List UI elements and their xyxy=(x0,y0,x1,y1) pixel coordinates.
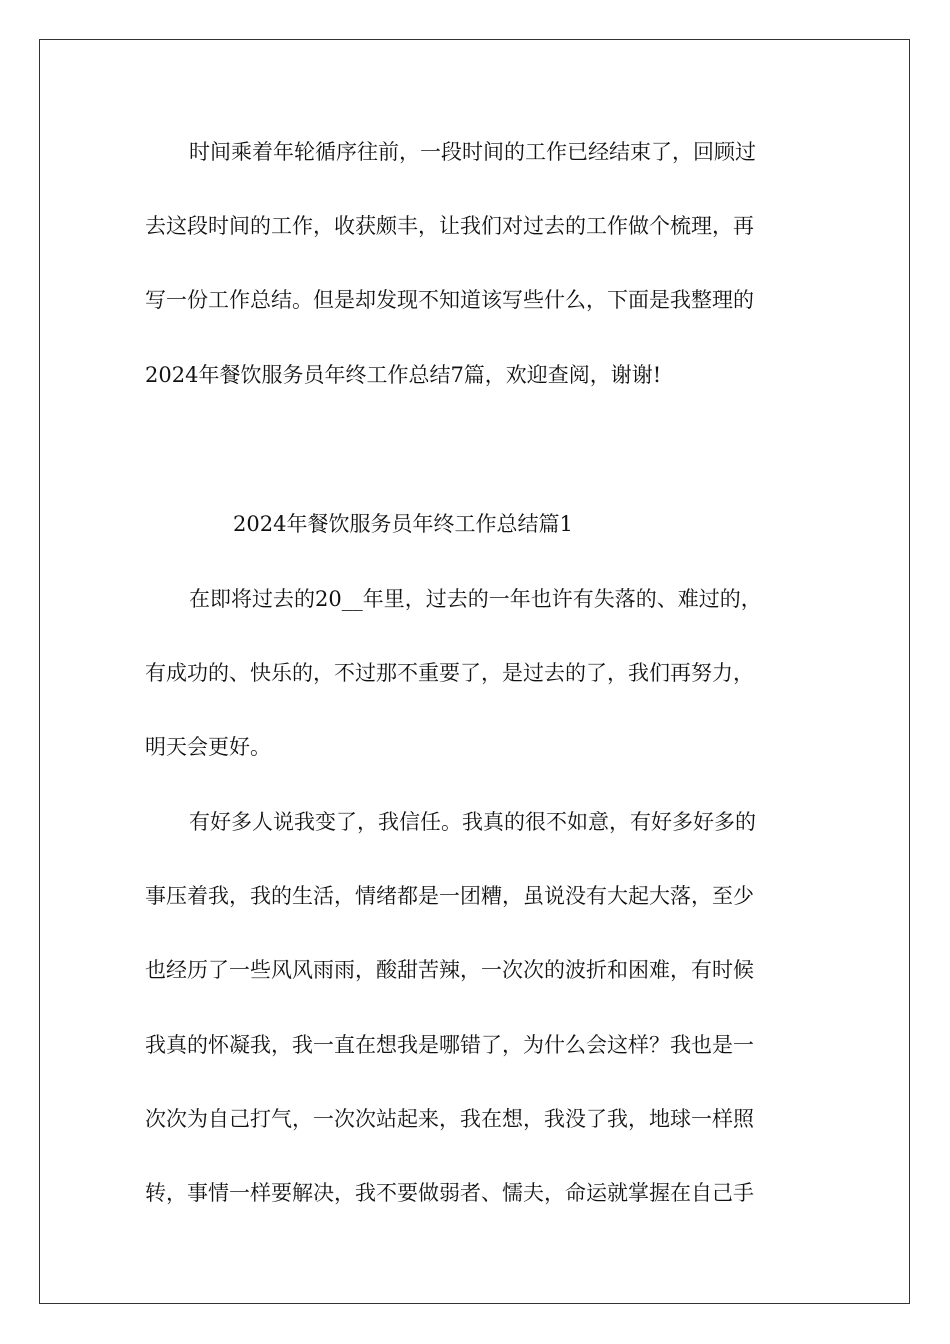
text-line: 2024年餐饮服务员年终工作总结7篇，欢迎查阅，谢谢! xyxy=(145,363,662,387)
text-line: 在即将过去的20__年里，过去的一年也许有失落的、难过的， xyxy=(189,587,762,611)
text-line: 有好多人说我变了，我信任。我真的很不如意，有好多好多的 xyxy=(189,810,756,834)
text-line: 时间乘着年轮循序往前，一段时间的工作已经结束了，回顾过 xyxy=(189,140,756,164)
text-line: 事压着我，我的生活，情绪都是一团糟，虽说没有大起大落，至少 xyxy=(145,884,754,908)
text-line: 我真的怀凝我，我一直在想我是哪错了，为什么会这样？我也是一 xyxy=(145,1033,754,1057)
text-line: 明天会更好。 xyxy=(145,735,271,759)
text-line: 次次为自己打气，一次次站起来，我在想，我没了我，地球一样照 xyxy=(145,1107,754,1131)
section-heading: 2024年餐饮服务员年终工作总结篇1 xyxy=(233,512,573,536)
text-line: 有成功的、快乐的，不过那不重要了，是过去的了，我们再努力， xyxy=(145,661,754,685)
text-line: 也经历了一些风风雨雨，酸甜苦辣，一次次的波折和困难，有时候 xyxy=(145,958,754,982)
text-line: 写一份工作总结。但是却发现不知道该写些什么，下面是我整理的 xyxy=(145,288,754,312)
text-line: 去这段时间的工作，收获颇丰，让我们对过去的工作做个梳理，再 xyxy=(145,214,754,238)
text-line: 转，事情一样要解决，我不要做弱者、懦夫，命运就掌握在自己手 xyxy=(145,1181,754,1205)
